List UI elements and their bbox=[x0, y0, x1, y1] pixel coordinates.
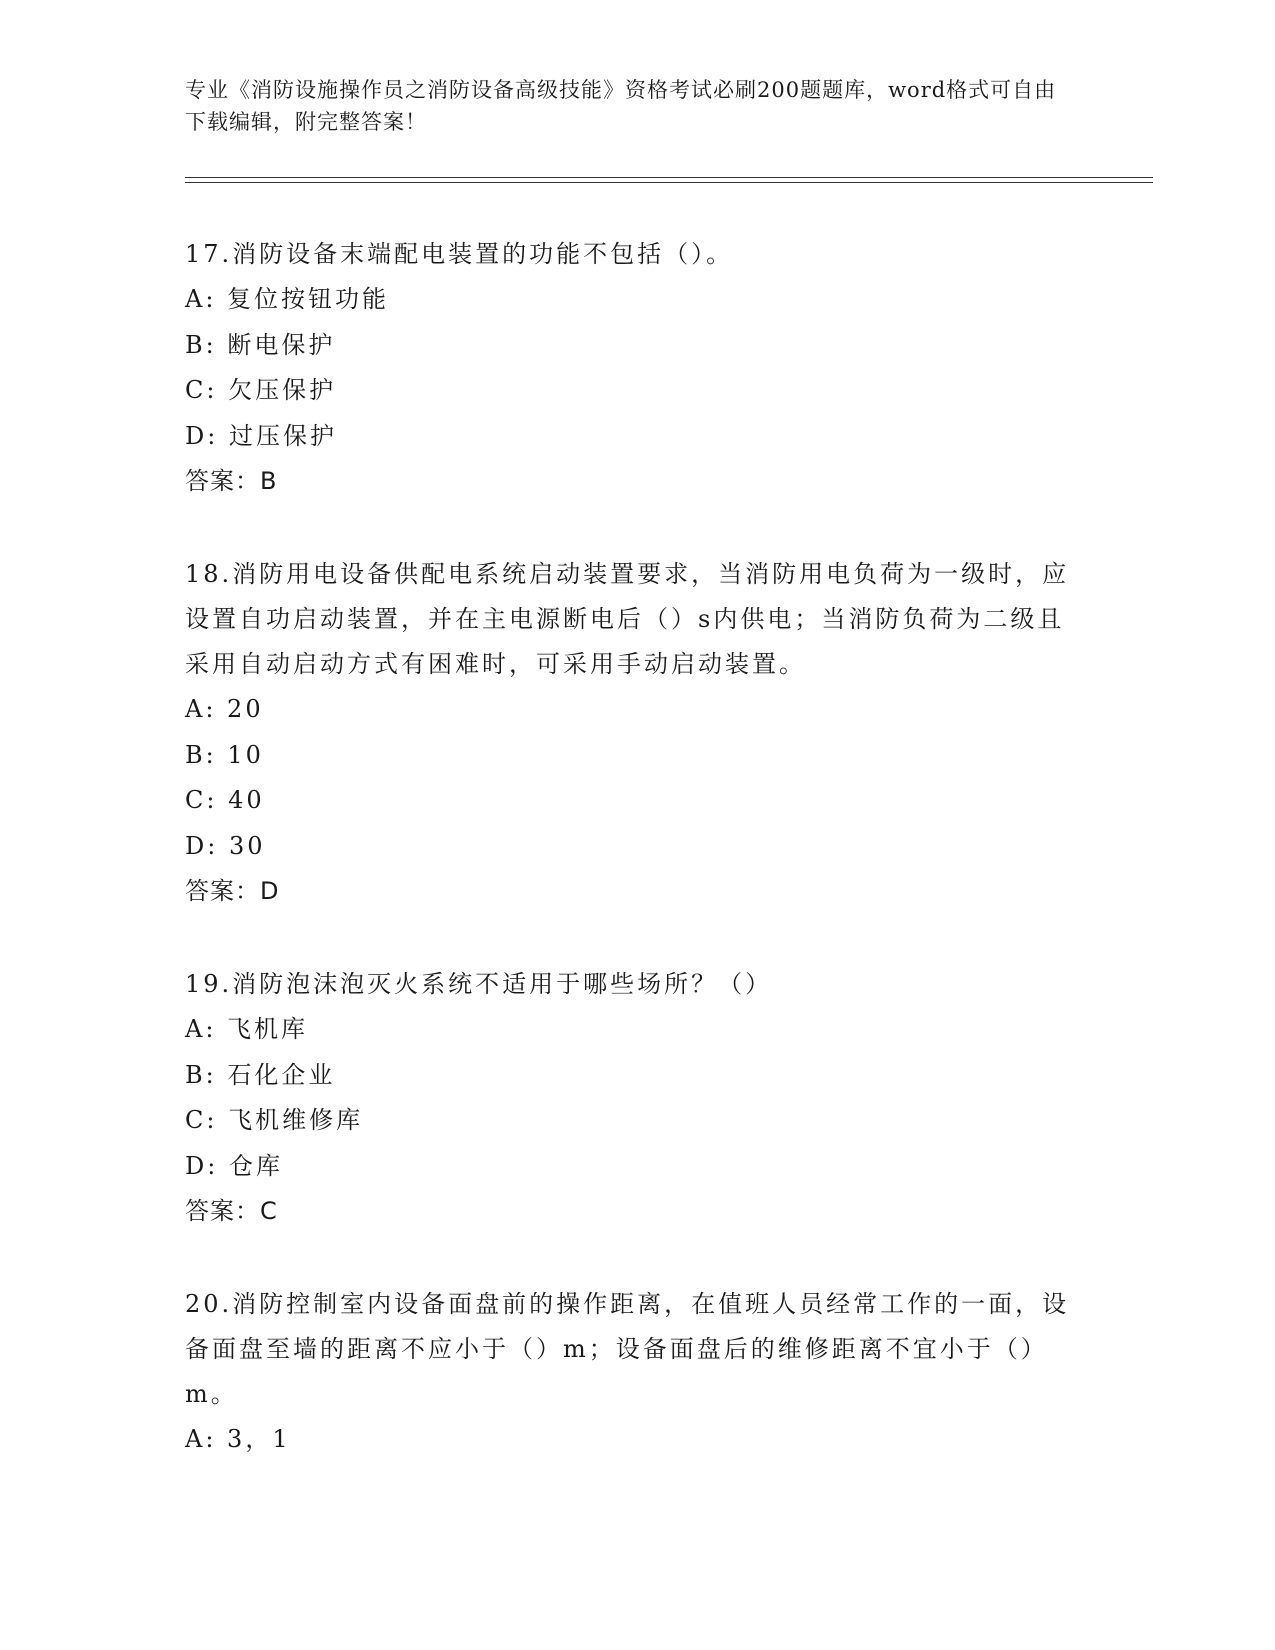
question-18 bbox=[185, 552, 1085, 914]
answer: 答案：B bbox=[185, 467, 278, 495]
option-b: B: 10 bbox=[185, 740, 264, 769]
document-intro: 专业《消防设施操作员之消防设备高级技能》资格考试必刷200题题库，word格式可自由下载编辑，附完整答案！ bbox=[185, 78, 1057, 134]
question-20 bbox=[185, 1282, 1085, 1463]
question-19 bbox=[185, 962, 1085, 1234]
option-d: D: 30 bbox=[185, 831, 266, 860]
option-a: A: 飞机库 bbox=[185, 1015, 309, 1043]
option-d: D: 过压保护 bbox=[185, 421, 337, 450]
option-a: A: 3，1 bbox=[185, 1425, 291, 1453]
option-d: D: 仓库 bbox=[185, 1151, 283, 1180]
option-c: C: 飞机维修库 bbox=[185, 1106, 364, 1134]
option-c: C: 欠压保护 bbox=[185, 376, 337, 404]
header-divider-top bbox=[185, 177, 1153, 178]
question-stem: 17.消防设备末端配电装置的功能不包括（）。 bbox=[185, 240, 734, 268]
question-stem: 18.消防用电设备供配电系统启动装置要求，当消防用电负荷为一级时，应设置自功启动装置，并在主电源断电后（）s内供电；当消防负荷为二级且采用自动启动方式有困难时，可采用手动启动装置。 bbox=[185, 560, 1070, 678]
answer: 答案：D bbox=[185, 877, 280, 905]
option-a: A: 复位按钮功能 bbox=[185, 285, 390, 313]
question-stem: 20.消防控制室内设备面盘前的操作距离，在值班人员经常工作的一面，设备面盘至墙的距离不应小于（）m；设备面盘后的维修距离不宜小于（）m。 bbox=[185, 1290, 1070, 1408]
answer: 答案：C bbox=[185, 1197, 278, 1225]
option-c: C: 40 bbox=[185, 786, 265, 814]
question-17 bbox=[185, 232, 1085, 504]
option-a: A: 20 bbox=[185, 695, 264, 723]
option-b: B: 断电保护 bbox=[185, 330, 336, 359]
option-b: B: 石化企业 bbox=[185, 1060, 336, 1089]
header-divider-bottom bbox=[185, 182, 1153, 183]
question-stem: 19.消防泡沫泡灭火系统不适用于哪些场所？（） bbox=[185, 970, 773, 998]
